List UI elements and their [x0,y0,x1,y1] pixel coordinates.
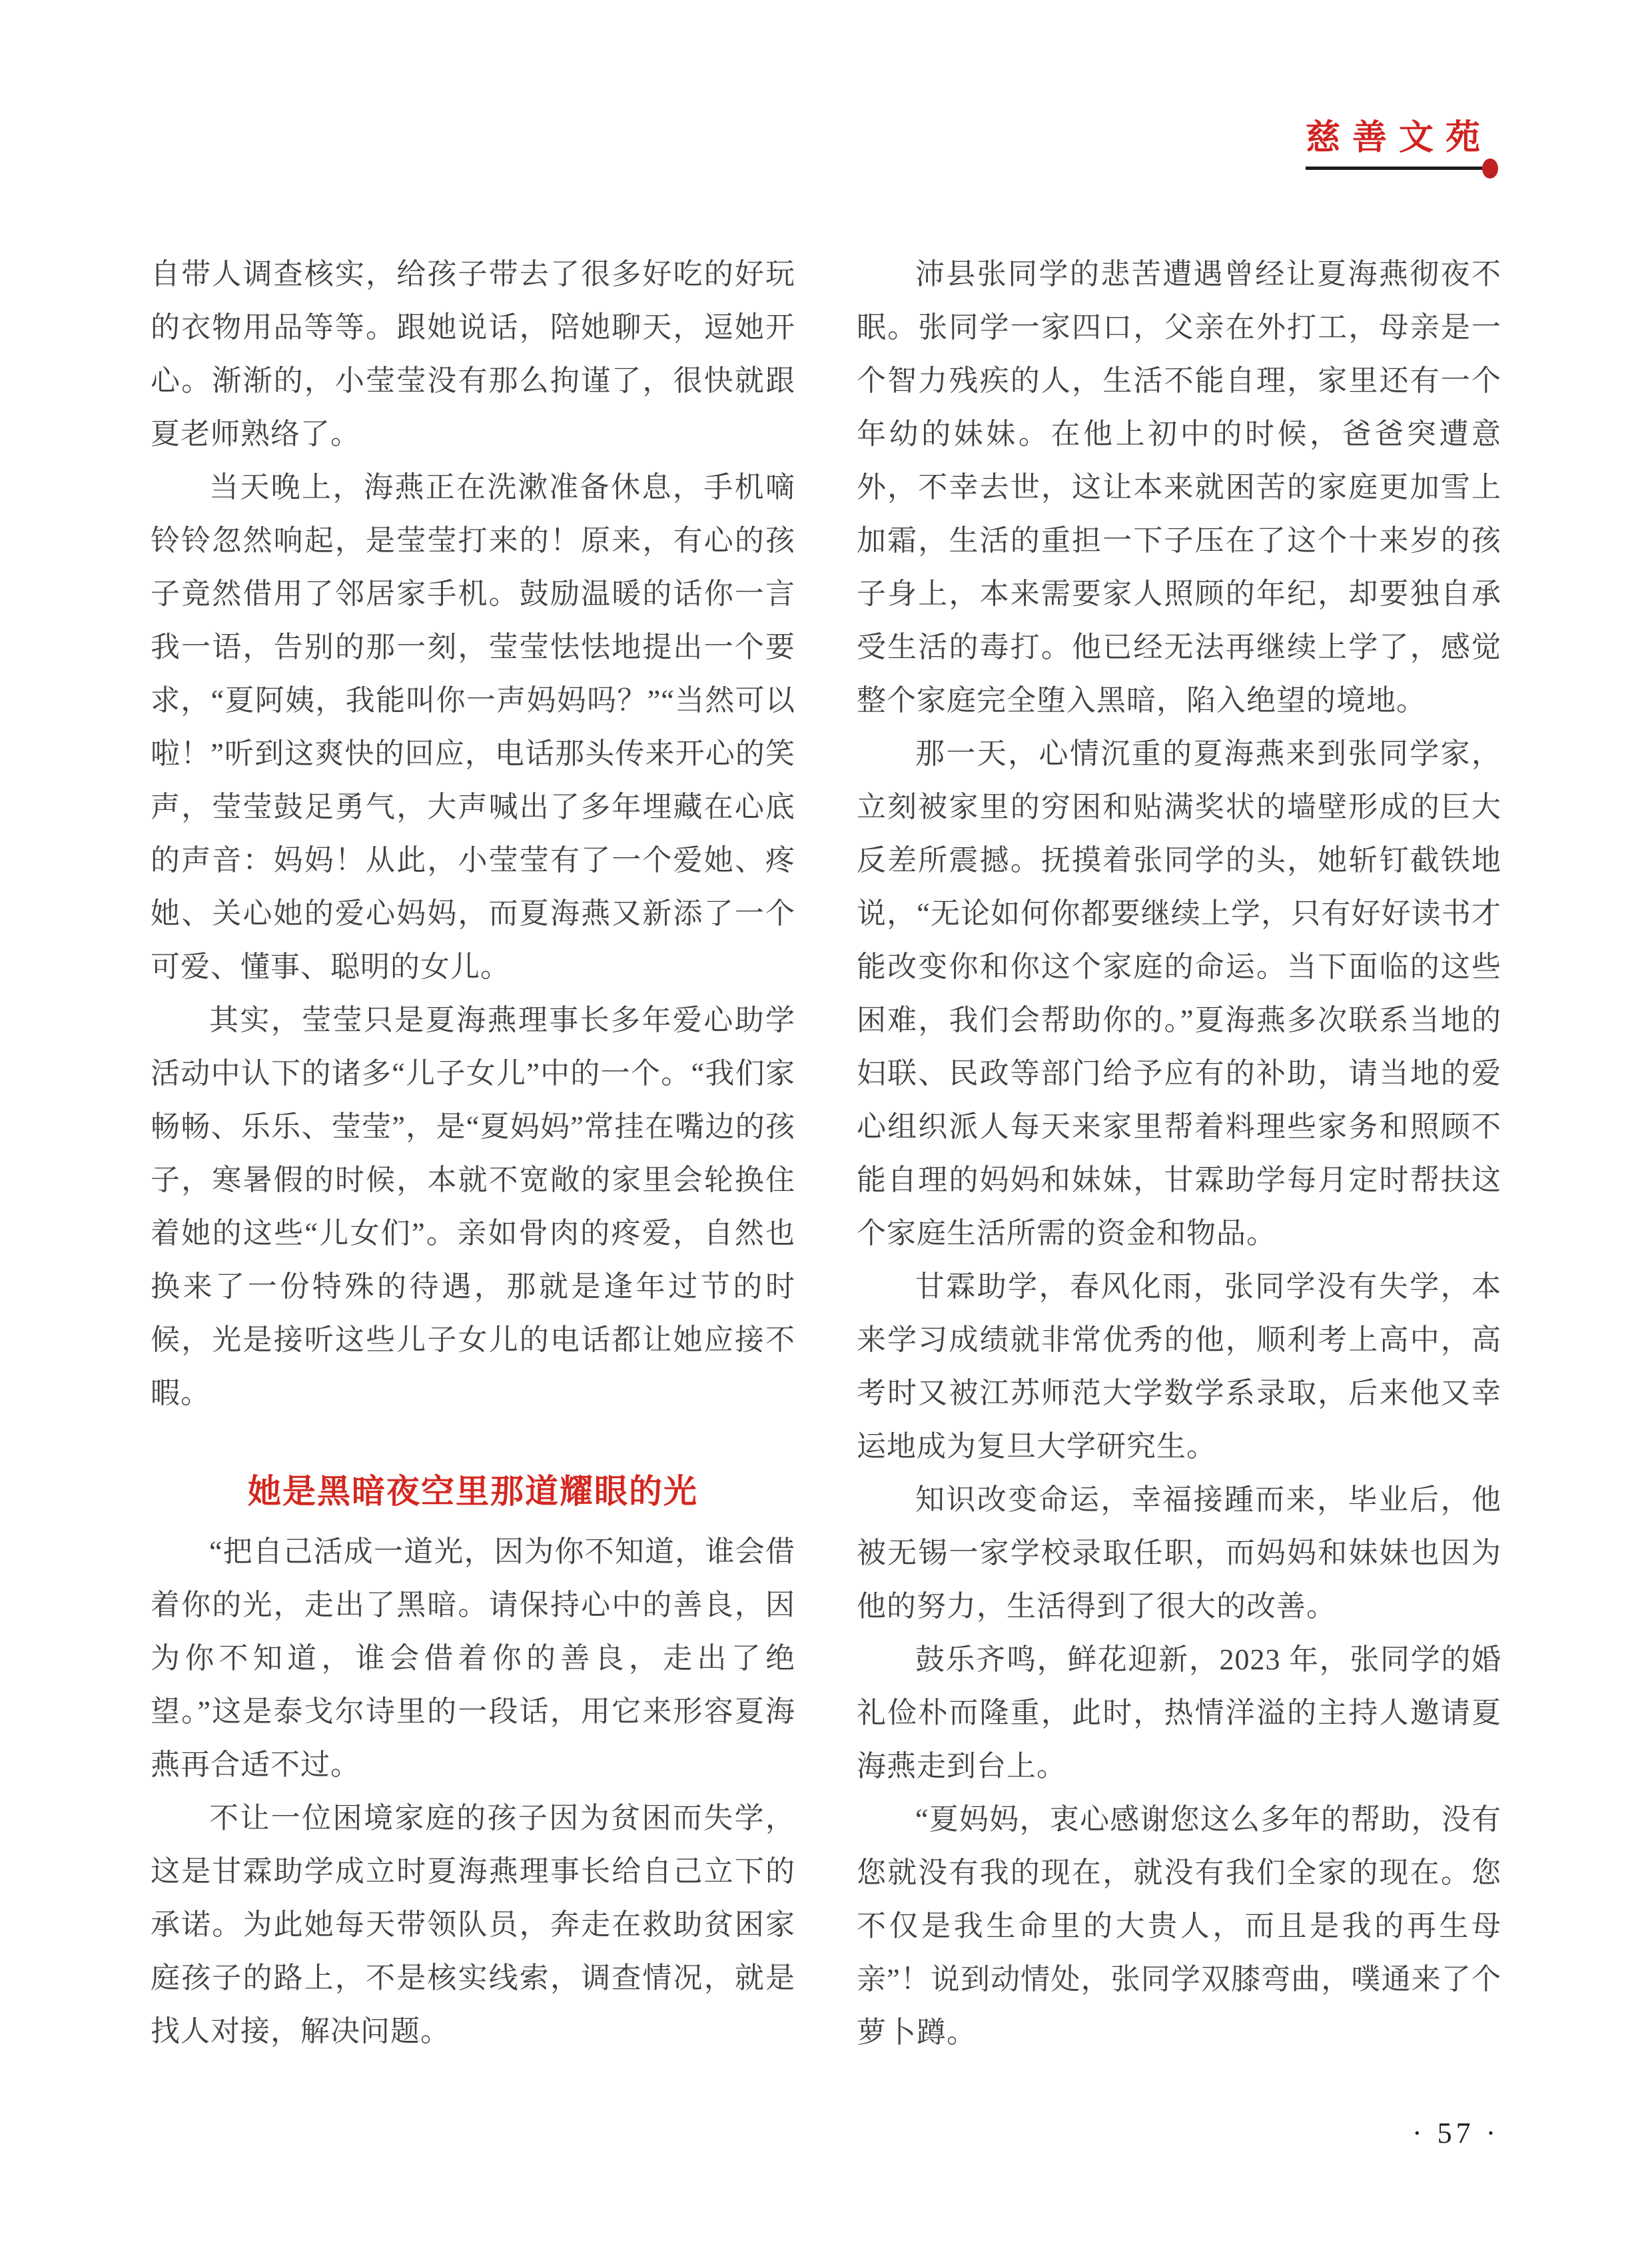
paragraph: “把自己活成一道光，因为你不知道，谁会借着你的光，走出了黑暗。请保持心中的善良，因为你不知道，谁会借着你的善良，走出了绝望。”这是泰戈尔诗里的一段话，用它来形容夏海燕再合适不过。 [151,1535,795,1781]
paragraph: 鼓乐齐鸣，鲜花迎新，2023 年，张同学的婚礼俭朴而隆重，此时，热情洋溢的主持人邀请夏海燕走到台上。 [857,1643,1501,1782]
page-number: · 57 · [1412,2117,1500,2149]
paragraph: 其实，莹莹只是夏海燕理事长多年爱心助学活动中认下的诸多“儿子女儿”中的一个。“我们家畅畅、乐乐、莹莹”，是“夏妈妈”常挂在嘴边的孩子，寒暑假的时候，本就不宽敞的家里会轮换住着她的这些“儿女们”。亲如骨肉的疼爱，自然也换来了一份特殊的待遇，那就是逢年过节的时候，光是接听这些儿子女儿的电话都让她应接不暇。 [151,1004,795,1409]
paragraph: 自带人调查核实，给孩子带去了很多好吃的好玩的衣物用品等等。跟她说话，陪她聊天，逗她开心。渐渐的，小莹莹没有那么拘谨了，很快就跟夏老师熟络了。 [151,258,795,450]
paragraph: “夏妈妈，衷心感谢您这么多年的帮助，没有您就没有我的现在，就没有我们全家的现在。您不仅是我生命里的大贵人，而且是我的再生母亲”！说到动情处，张同学双膝弯曲，噗通来了个萝卜蹲。 [857,1803,1501,2049]
masthead-rule [1306,167,1482,170]
masthead-dot-icon [1482,159,1498,179]
left-column [151,248,795,2058]
paragraph: 那一天，心情沉重的夏海燕来到张同学家，立刻被家里的穷困和贴满奖状的墙壁形成的巨大反差所震撼。抚摸着张同学的头，她斩钉截铁地说，“无论如何你都要继续上学，只有好好读书才能改变你和你这个家庭的命运。当下面临的这些困难，我们会帮助你的。”夏海燕多次联系当地的妇联、民政等部门给予应有的补助，请当地的爱心组织派人每天来家里帮着料理些家务和照顾不能自理的妈妈和妹妹，甘霖助学每月定时帮扶这个家庭生活所需的资金和物品。 [857,737,1501,1250]
masthead-title: 慈善文苑 [1305,119,1492,157]
right-column [857,248,1501,2059]
paragraph: 甘霖助学，春风化雨，张同学没有失学，本来学习成绩就非常优秀的他，顺利考上高中，高考时又被江苏师范大学数学系录取，后来他又幸运地成为复旦大学研究生。 [857,1270,1501,1463]
paragraph: 不让一位困境家庭的孩子因为贫困而失学，这是甘霖助学成立时夏海燕理事长给自己立下的承诺。为此她每天带领队员，奔走在救助贫困家庭孩子的路上，不是核实线索，调查情况，就是找人对接，解决问题。 [151,1802,795,2048]
section-heading: 她是黑暗夜空里那道耀眼的光 [248,1473,698,1510]
paragraph: 知识改变命运，幸福接踵而来，毕业后，他被无锡一家学校录取任职，而妈妈和妹妹也因为他的努力，生活得到了很大的改善。 [857,1483,1501,1623]
paragraph: 当天晚上，海燕正在洗漱准备休息，手机嘀铃铃忽然响起，是莹莹打来的！原来，有心的孩子竟然借用了邻居家手机。鼓励温暖的话你一言我一语，告别的那一刻，莹莹怯怯地提出一个要求，“夏阿姨，我能叫你一声妈妈吗？”“当然可以啦！”听到这爽快的回应，电话那头传来开心的笑声，莹莹鼓足勇气，大声喊出了多年埋藏在心底的声音：妈妈！从此，小莹莹有了一个爱她、疼她、关心她的爱心妈妈，而夏海燕又新添了一个可爱、懂事、聪明的女儿。 [151,471,795,983]
paragraph: 沛县张同学的悲苦遭遇曾经让夏海燕彻夜不眠。张同学一家四口，父亲在外打工，母亲是一个智力残疾的人，生活不能自理，家里还有一个年幼的妹妹。在他上初中的时候，爸爸突遭意外，不幸去世，这让本来就困苦的家庭更加雪上加霜，生活的重担一下子压在了这个十来岁的孩子身上，本来需要家人照顾的年纪，却要独自承受生活的毒打。他已经无法再继续上学了，感觉整个家庭完全堕入黑暗，陷入绝望的境地。 [857,258,1501,717]
